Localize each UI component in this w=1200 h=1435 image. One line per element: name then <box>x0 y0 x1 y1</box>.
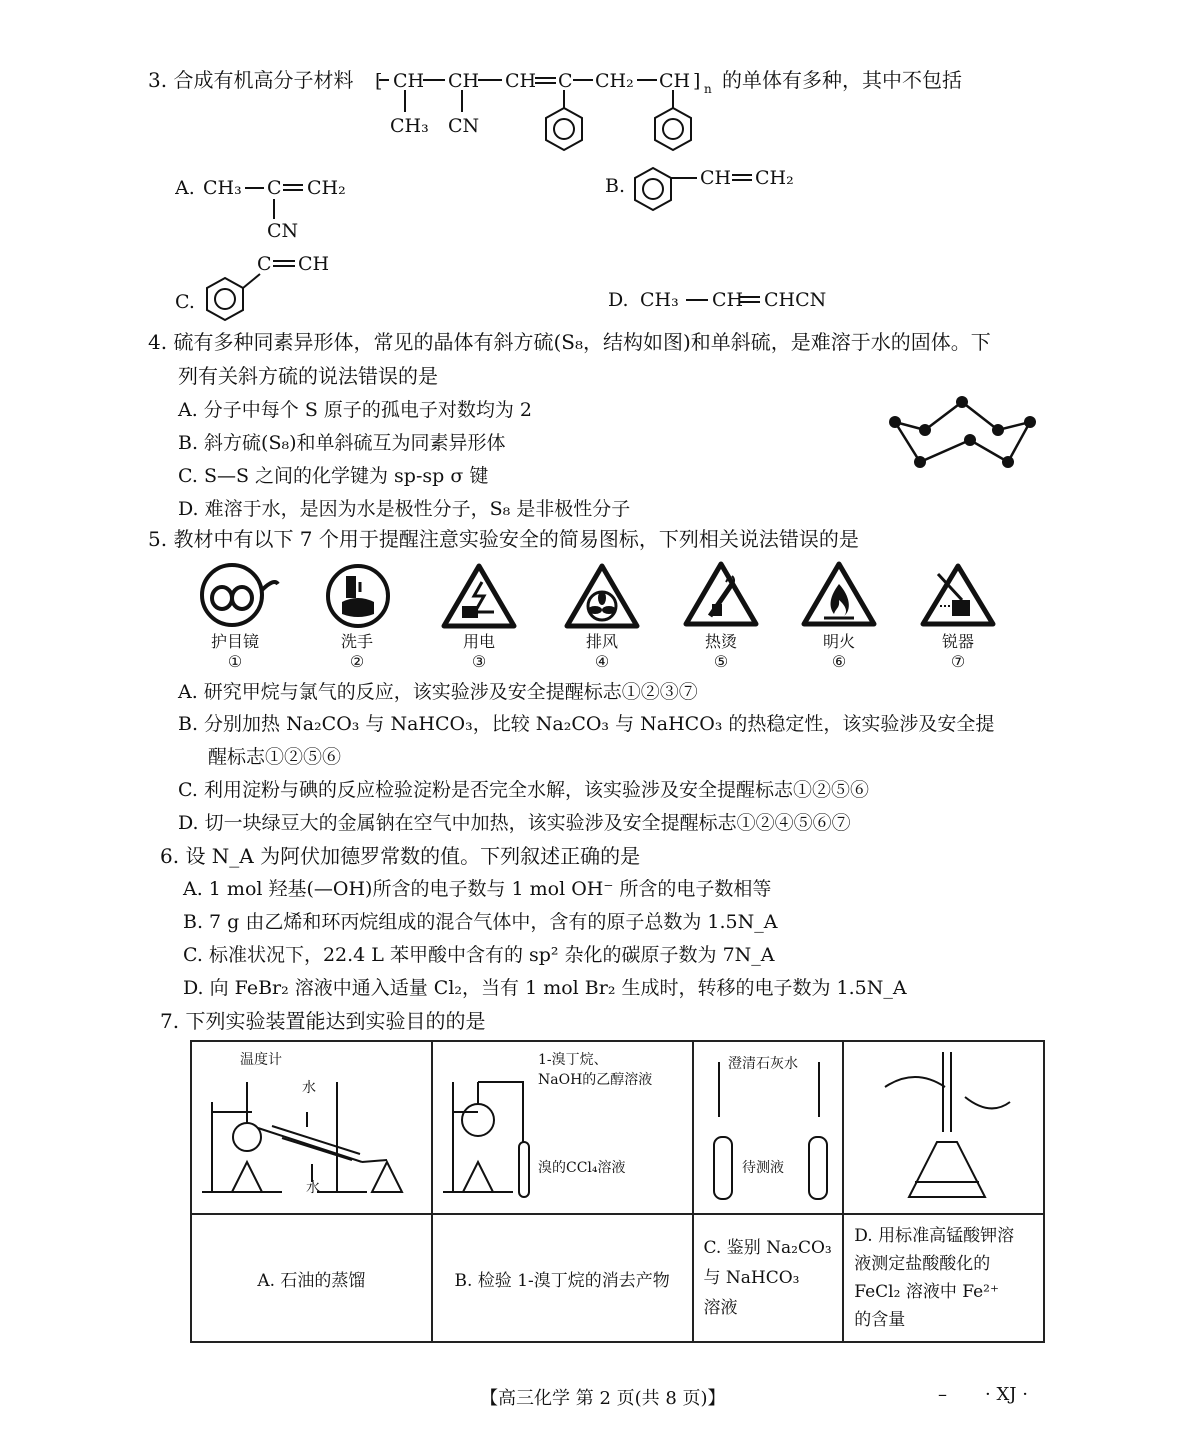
q5-option-c[interactable]: C. 利用淀粉与碘的反应检验淀粉是否完全水解，该实验涉及安全提醒标志①②⑤⑥ <box>178 779 869 801</box>
poly-close-bracket: ] <box>693 70 701 92</box>
icon-num-sharp: ⑦ <box>950 652 966 671</box>
q5-option-b-line2[interactable]: 醒标志①②⑤⑥ <box>208 746 342 768</box>
poly-sub-ch3: CH₃ <box>390 115 429 137</box>
q5-option-d[interactable]: D. 切一块绿豆大的金属钠在空气中加热，该实验涉及安全提醒标志①②④⑤⑥⑦ <box>178 812 851 834</box>
page-footer-code: · XJ · <box>985 1384 1028 1405</box>
q3-option-c[interactable] <box>175 248 355 323</box>
poly-n-subscript: n <box>704 82 712 96</box>
poly-sub-cn: CN <box>448 115 480 137</box>
svg-text:CH₂: CH₂ <box>307 177 346 199</box>
icon-num-flame: ⑥ <box>831 652 847 671</box>
label-water-out: 水 <box>306 1180 321 1196</box>
label-thermometer: 温度计 <box>240 1052 283 1068</box>
poly-ch-1: CH <box>393 70 425 92</box>
icon-label-sharp: 锐器 <box>941 632 974 651</box>
q6-stem: 6. 设 N_A 为阿伏加德罗常数的值。下列叙述正确的是 <box>160 844 641 868</box>
s8-crown-structure <box>880 385 1050 475</box>
q3-option-b[interactable] <box>605 158 815 218</box>
svg-text:CHCN: CHCN <box>764 289 827 311</box>
q5-option-b-line1[interactable]: B. 分别加热 Na₂CO₃ 与 NaHCO₃，比较 Na₂CO₃ 与 NaHCO₃ 的热稳定性，该实验涉及安全提 <box>178 713 995 735</box>
svg-text:C: C <box>257 253 272 275</box>
svg-text:A.: A. <box>175 177 195 199</box>
icon-num-electricity: ③ <box>471 652 487 671</box>
icon-label-flame: 明火 <box>822 632 855 651</box>
svg-text:CH: CH <box>700 167 732 189</box>
page-footer-dash: – <box>938 1384 947 1405</box>
fig-c-cell <box>693 1041 844 1214</box>
fig-a-cell <box>191 1041 432 1214</box>
elimination-test-figure <box>433 1042 691 1208</box>
poly-ch2-5: CH₂ <box>595 70 634 92</box>
q4-stem-line1: 4. 硫有多种同素异形体，常见的晶体有斜方硫(S₈，结构如图)和单斜硫，是难溶于水的固体。下 <box>148 330 991 354</box>
icon-label-goggles: 护目镜 <box>210 632 259 651</box>
hot-surface-icon <box>682 560 760 630</box>
label-reagent-1: 1-溴丁烷、 <box>538 1052 608 1068</box>
label-test-solution: 待测液 <box>741 1160 784 1176</box>
q4-option-a[interactable]: A. 分子中每个 S 原子的孤电子对数均为 2 <box>178 399 533 421</box>
svg-text:C: C <box>267 177 282 199</box>
label-bromine-ccl4: 溴的CCl₄溶液 <box>538 1160 626 1176</box>
fig-b-cell <box>432 1041 693 1214</box>
caption-a: A. 石油的蒸馏 <box>191 1214 432 1342</box>
svg-text:CH: CH <box>298 253 330 275</box>
q4-option-b[interactable]: B. 斜方硫(S₈)和单斜硫互为同素异形体 <box>178 432 506 454</box>
q3-option-d[interactable] <box>608 284 848 318</box>
q6-option-d[interactable]: D. 向 FeBr₂ 溶液中通入适量 Cl₂，当有 1 mol Br₂ 生成时，转移的电子数为 1.5N_A <box>183 977 907 999</box>
svg-text:CH₃: CH₃ <box>203 177 242 199</box>
icon-label-handwash: 洗手 <box>340 632 373 651</box>
q7-stem: 7. 下列实验装置能达到实验目的的是 <box>160 1009 486 1033</box>
ventilation-icon <box>563 562 641 630</box>
q3-option-a[interactable] <box>175 170 375 245</box>
icon-label-hot: 热烫 <box>704 632 737 651</box>
sharp-objects-icon <box>918 560 998 630</box>
label-reagent-2: NaOH的乙醇溶液 <box>538 1072 653 1088</box>
caption-c: C. 鉴别 Na₂CO₃ 与 NaHCO₃ 溶液 <box>693 1214 844 1342</box>
svg-text:CH: CH <box>712 289 744 311</box>
poly-ch-6: CH <box>659 70 691 92</box>
q3-polymer-structure <box>375 60 720 160</box>
q3-stem-prefix: 3. 合成有机高分子材料 <box>148 68 354 92</box>
q6-option-a[interactable]: A. 1 mol 羟基(—OH)所含的电子数与 1 mol OH⁻ 所含的电子数相等 <box>183 878 772 900</box>
q3-stem-suffix: 的单体有多种，其中不包括 <box>722 68 962 92</box>
q4-option-c[interactable]: C. S—S 之间的化学键为 sp-sp σ 键 <box>178 465 489 487</box>
icon-label-ventilation: 排风 <box>585 632 618 651</box>
svg-text:D.: D. <box>608 289 629 311</box>
svg-text:CN: CN <box>267 220 299 242</box>
poly-open-bracket: [ <box>375 70 383 92</box>
poly-ch-2: CH <box>448 70 480 92</box>
distillation-apparatus-figure <box>192 1042 430 1208</box>
q6-option-c[interactable]: C. 标准状况下，22.4 L 苯甲酸中含有的 sp² 杂化的碳原子数为 7N_A <box>183 944 775 966</box>
hand-washing-icon <box>322 562 394 632</box>
q5-option-a[interactable]: A. 研究甲烷与氯气的反应，该实验涉及安全提醒标志①②③⑦ <box>178 681 698 703</box>
svg-text:CH₃: CH₃ <box>640 289 679 311</box>
svg-text:B.: B. <box>605 175 626 197</box>
q4-option-d[interactable]: D. 难溶于水，是因为水是极性分子，S₈ 是非极性分子 <box>178 498 631 520</box>
icon-label-electricity: 用电 <box>462 632 495 651</box>
label-limewater: 澄清石灰水 <box>727 1056 798 1072</box>
caption-b: B. 检验 1-溴丁烷的消去产物 <box>432 1214 693 1342</box>
fig-d-cell <box>843 1041 1044 1214</box>
q5-stem: 5. 教材中有以下 7 个用于提醒注意实验安全的简易图标，下列相关说法错误的是 <box>148 527 859 551</box>
titration-figure <box>845 1042 1043 1208</box>
benzene-ring-1 <box>546 108 582 150</box>
svg-text:CH₂: CH₂ <box>755 167 794 189</box>
carbonate-test-figure <box>694 1042 842 1208</box>
page-footer-center: 【高三化学 第 2 页(共 8 页)】 <box>480 1388 726 1409</box>
q6-option-b[interactable]: B. 7 g 由乙烯和环丙烷组成的混合气体中，含有的原子总数为 1.5N_A <box>183 911 778 933</box>
open-flame-icon <box>800 560 878 630</box>
icon-num-ventilation: ④ <box>594 652 610 671</box>
poly-ch-3: CH <box>505 70 537 92</box>
icon-num-goggles: ① <box>227 652 243 671</box>
poly-c-4: C <box>558 70 573 92</box>
electricity-icon <box>440 562 518 630</box>
icon-num-handwash: ② <box>349 652 365 671</box>
goggles-icon <box>196 560 280 630</box>
q7-apparatus-table <box>190 1040 1045 1343</box>
label-water-in: 水 <box>302 1080 317 1096</box>
caption-d: D. 用标准高锰酸钾溶 液测定盐酸酸化的 FeCl₂ 溶液中 Fe²⁺ 的含量 <box>843 1214 1044 1342</box>
svg-text:C.: C. <box>175 291 195 313</box>
icon-num-hot: ⑤ <box>713 652 729 671</box>
q4-stem-line2: 列有关斜方硫的说法错误的是 <box>178 364 438 388</box>
benzene-ring-2 <box>655 108 691 150</box>
